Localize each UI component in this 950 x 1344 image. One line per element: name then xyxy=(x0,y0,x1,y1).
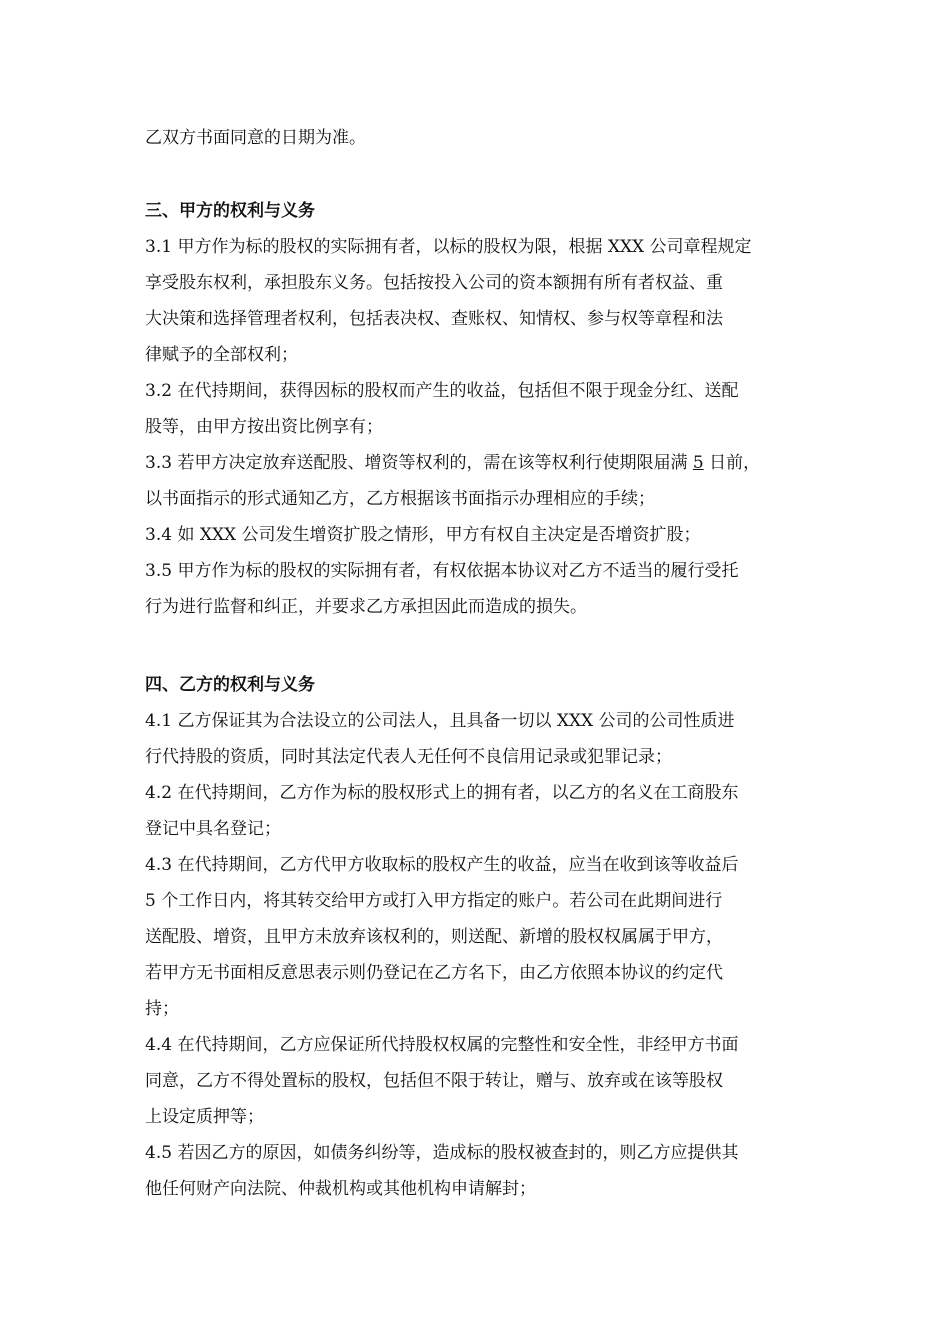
clause-4-4-line-2: 同意，乙方不得处置标的股权，包括但不限于转让，赠与、放弃或在该等股权 xyxy=(145,1071,723,1091)
clause-3-1-line-4: 律赋予的全部权利； xyxy=(145,345,298,365)
clause-3-3-text-after: 日前， xyxy=(703,453,761,473)
clause-4-2-line-2: 登记中具名登记； xyxy=(145,819,281,839)
clause-3-1-line-1: 3.1 甲方作为标的股权的实际拥有者，以标的股权为限，根据 XXX 公司章程规定 xyxy=(145,237,752,257)
clause-4-4-line-1: 4.4 在代持期间，乙方应保证所代持股权权属的完整性和安全性，非经甲方书面 xyxy=(145,1035,739,1055)
clause-3-2-line-1: 3.2 在代持期间，获得因标的股权而产生的收益，包括但不限于现金分红、送配 xyxy=(145,381,739,401)
clause-4-4-line-3: 上设定质押等； xyxy=(145,1107,264,1127)
clause-3-3-days-value: 5 xyxy=(692,453,704,473)
clause-3-3-line-2: 以书面指示的形式通知乙方，乙方根据该书面指示办理相应的手续； xyxy=(145,489,655,509)
clause-3-3-text-before: 3.3 若甲方决定放弃送配股、增资等权利的，需在该等权利行使期限届满 xyxy=(145,453,693,473)
clause-3-4-line-1: 3.4 如 XXX 公司发生增资扩股之情形，甲方有权自主决定是否增资扩股； xyxy=(145,525,701,545)
clause-4-2-line-1: 4.2 在代持期间，乙方作为标的股权形式上的拥有者，以乙方的名义在工商股东 xyxy=(145,783,739,803)
clause-4-3-line-5: 持； xyxy=(145,999,179,1019)
clause-4-1-line-2: 行代持股的资质，同时其法定代表人无任何不良信用记录或犯罪记录； xyxy=(145,747,672,767)
clause-3-1-line-2: 享受股东权利，承担股东义务。包括按投入公司的资本额拥有所有者权益、重 xyxy=(145,273,723,293)
clause-4-3-line-3: 送配股、增资，且甲方未放弃该权利的，则送配、新增的股权权属属于甲方， xyxy=(145,927,723,947)
clause-4-5-line-2: 他任何财产向法院、仲裁机构或其他机构申请解封； xyxy=(145,1179,536,1199)
clause-4-5-line-1: 4.5 若因乙方的原因，如债务纠纷等，造成标的股权被查封的，则乙方应提供其 xyxy=(145,1143,739,1163)
section-4-heading: 四、乙方的权利与义务 xyxy=(145,675,315,695)
clause-3-2-line-2: 股等，由甲方按出资比例享有； xyxy=(145,417,383,437)
clause-3-5-line-2: 行为进行监督和纠正，并要求乙方承担因此而造成的损失。 xyxy=(145,597,587,617)
clause-4-3-line-1: 4.3 在代持期间，乙方代甲方收取标的股权产生的收益，应当在收到该等收益后 xyxy=(145,855,739,875)
clause-3-3-line-1 xyxy=(145,452,760,474)
clause-4-3-line-2: 5 个工作日内，将其转交给甲方或打入甲方指定的账户。若公司在此期间进行 xyxy=(145,891,723,911)
clause-4-3-line-4: 若甲方无书面相反意思表示则仍登记在乙方名下，由乙方依照本协议的约定代 xyxy=(145,963,723,983)
clause-3-5-line-1: 3.5 甲方作为标的股权的实际拥有者，有权依据本协议对乙方不适当的履行受托 xyxy=(145,561,739,581)
clause-3-1-line-3: 大决策和选择管理者权利，包括表决权、查账权、知情权、参与权等章程和法 xyxy=(145,309,723,329)
section-3-heading: 三、甲方的权利与义务 xyxy=(145,201,315,221)
clause-4-1-line-1: 4.1 乙方保证其为合法设立的公司法人，且具备一切以 XXX 公司的公司性质进 xyxy=(145,711,735,731)
intro-line: 乙双方书面同意的日期为准。 xyxy=(145,128,366,148)
